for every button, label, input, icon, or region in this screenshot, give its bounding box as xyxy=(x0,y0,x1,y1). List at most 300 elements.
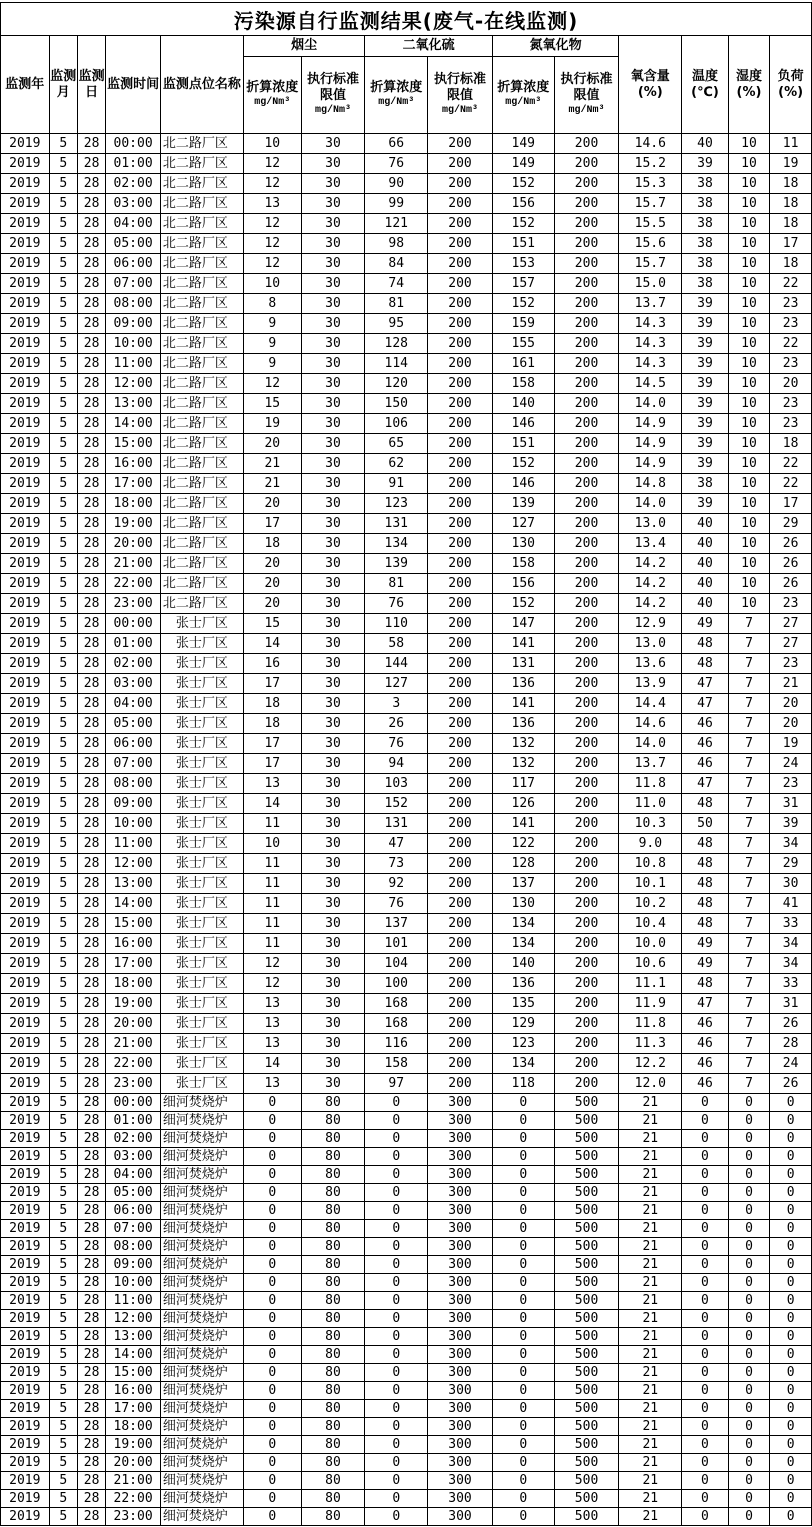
table-cell: 21 xyxy=(619,1112,682,1130)
table-cell: 300 xyxy=(428,1472,493,1490)
table-cell: 141 xyxy=(492,634,554,654)
table-cell: 30 xyxy=(301,934,365,954)
table-row xyxy=(1,1490,812,1508)
table-cell: 2019 xyxy=(1,1074,50,1094)
table-cell: 168 xyxy=(365,994,428,1014)
table-cell: 0 xyxy=(682,1220,729,1238)
table-cell: 0 xyxy=(365,1472,428,1490)
table-cell: 200 xyxy=(554,834,619,854)
table-cell: 0 xyxy=(365,1310,428,1328)
table-row xyxy=(1,254,812,274)
table-cell: 28 xyxy=(77,474,105,494)
table-cell: 300 xyxy=(428,1112,493,1130)
table-cell: 5 xyxy=(49,554,77,574)
table-cell: 5 xyxy=(49,1148,77,1166)
table-cell: 2019 xyxy=(1,354,50,374)
table-cell: 0 xyxy=(770,1238,812,1256)
table-cell: 500 xyxy=(554,1148,619,1166)
table-cell: 5 xyxy=(49,774,77,794)
table-cell: 200 xyxy=(428,994,493,1014)
table-cell: 200 xyxy=(554,374,619,394)
conc-label: 折算浓度 xyxy=(497,80,550,95)
table-cell: 80 xyxy=(301,1508,365,1526)
table-cell: 128 xyxy=(365,334,428,354)
table-cell: 28 xyxy=(77,614,105,634)
table-cell: 10.8 xyxy=(619,854,682,874)
table-cell: 0 xyxy=(728,1346,770,1364)
table-cell: 200 xyxy=(428,634,493,654)
table-cell: 04:00 xyxy=(106,694,161,714)
table-row xyxy=(1,1074,812,1094)
table-row xyxy=(1,614,812,634)
table-cell: 0 xyxy=(682,1256,729,1274)
table-cell: 23 xyxy=(770,654,812,674)
table-row xyxy=(1,1202,812,1220)
table-cell: 140 xyxy=(492,394,554,414)
table-cell: 0 xyxy=(728,1454,770,1472)
table-cell: 76 xyxy=(365,734,428,754)
table-cell: 北二路厂区 xyxy=(160,534,243,554)
table-cell: 0 xyxy=(243,1382,301,1400)
table-cell: 5 xyxy=(49,1074,77,1094)
table-cell: 0 xyxy=(682,1292,729,1310)
table-cell: 28 xyxy=(77,854,105,874)
table-cell: 2019 xyxy=(1,1166,50,1184)
table-cell: 200 xyxy=(428,394,493,414)
table-cell: 200 xyxy=(428,834,493,854)
table-cell: 200 xyxy=(428,174,493,194)
table-cell: 38 xyxy=(682,214,729,234)
table-cell: 7 xyxy=(728,634,770,654)
table-cell: 2019 xyxy=(1,494,50,514)
table-row xyxy=(1,814,812,834)
table-cell: 0 xyxy=(492,1436,554,1454)
table-cell: 14.3 xyxy=(619,334,682,354)
limit-label: 执行标准限值 xyxy=(560,72,613,103)
table-cell: 28 xyxy=(77,734,105,754)
table-cell: 10 xyxy=(728,494,770,514)
header-dust-limit xyxy=(301,57,365,134)
table-cell: 130 xyxy=(492,894,554,914)
table-cell: 14.0 xyxy=(619,494,682,514)
table-cell: 13:00 xyxy=(106,1328,161,1346)
header-oxygen: 氧含量(%) xyxy=(619,36,682,134)
table-cell: 0 xyxy=(492,1454,554,1472)
table-cell: 300 xyxy=(428,1310,493,1328)
table-cell: 2019 xyxy=(1,1310,50,1328)
table-cell: 14.4 xyxy=(619,694,682,714)
table-cell: 141 xyxy=(492,814,554,834)
table-cell: 30 xyxy=(301,654,365,674)
table-cell: 80 xyxy=(301,1202,365,1220)
table-cell: 5 xyxy=(49,314,77,334)
table-cell: 2019 xyxy=(1,794,50,814)
table-cell: 39 xyxy=(682,394,729,414)
table-cell: 159 xyxy=(492,314,554,334)
table-cell: 张士厂区 xyxy=(160,774,243,794)
table-cell: 80 xyxy=(301,1148,365,1166)
table-cell: 5 xyxy=(49,914,77,934)
table-cell: 0 xyxy=(682,1202,729,1220)
table-cell: 14:00 xyxy=(106,414,161,434)
table-cell: 28 xyxy=(77,1454,105,1472)
table-cell: 80 xyxy=(301,1274,365,1292)
table-cell: 20 xyxy=(243,554,301,574)
table-row xyxy=(1,1238,812,1256)
table-row xyxy=(1,1130,812,1148)
table-cell: 细河焚烧炉 xyxy=(160,1328,243,1346)
table-cell: 21 xyxy=(619,1292,682,1310)
table-cell: 14.2 xyxy=(619,554,682,574)
table-cell: 0 xyxy=(492,1130,554,1148)
table-cell: 0 xyxy=(365,1256,428,1274)
table-cell: 10:00 xyxy=(106,334,161,354)
table-cell: 2019 xyxy=(1,574,50,594)
table-cell: 0 xyxy=(243,1238,301,1256)
table-cell: 30 xyxy=(301,474,365,494)
table-cell: 500 xyxy=(554,1184,619,1202)
table-cell: 0 xyxy=(728,1328,770,1346)
table-cell: 200 xyxy=(554,794,619,814)
table-cell: 0 xyxy=(365,1094,428,1112)
table-cell: 2019 xyxy=(1,1256,50,1274)
table-cell: 0 xyxy=(492,1346,554,1364)
table-cell: 5 xyxy=(49,574,77,594)
table-cell: 2019 xyxy=(1,674,50,694)
header-so2-limit xyxy=(428,57,493,134)
table-cell: 152 xyxy=(492,214,554,234)
table-cell: 14.0 xyxy=(619,734,682,754)
table-cell: 0 xyxy=(243,1148,301,1166)
table-row xyxy=(1,1436,812,1454)
table-cell: 13.9 xyxy=(619,674,682,694)
table-cell: 21:00 xyxy=(106,1034,161,1054)
table-row xyxy=(1,194,812,214)
table-cell: 0 xyxy=(243,1472,301,1490)
table-cell: 细河焚烧炉 xyxy=(160,1184,243,1202)
table-cell: 28 xyxy=(77,1202,105,1220)
table-cell: 细河焚烧炉 xyxy=(160,1454,243,1472)
table-cell: 300 xyxy=(428,1346,493,1364)
table-cell: 26 xyxy=(770,1074,812,1094)
table-cell: 21 xyxy=(619,1382,682,1400)
table-cell: 5 xyxy=(49,1274,77,1292)
table-cell: 22:00 xyxy=(106,574,161,594)
table-cell: 16:00 xyxy=(106,1382,161,1400)
table-cell: 39 xyxy=(682,374,729,394)
table-cell: 北二路厂区 xyxy=(160,234,243,254)
table-cell: 5 xyxy=(49,954,77,974)
table-cell: 北二路厂区 xyxy=(160,594,243,614)
table-cell: 28 xyxy=(77,874,105,894)
table-cell: 28 xyxy=(77,1256,105,1274)
table-title: 污染源自行监测结果(废气-在线监测) xyxy=(1,3,812,36)
table-cell: 200 xyxy=(428,514,493,534)
table-cell: 8 xyxy=(243,294,301,314)
table-cell: 2019 xyxy=(1,1238,50,1256)
table-cell: 0 xyxy=(770,1490,812,1508)
table-cell: 11 xyxy=(243,914,301,934)
table-cell: 200 xyxy=(428,754,493,774)
table-cell: 0 xyxy=(682,1508,729,1526)
table-cell: 10 xyxy=(728,154,770,174)
table-cell: 20:00 xyxy=(106,534,161,554)
table-cell: 5 xyxy=(49,1014,77,1034)
table-cell: 14 xyxy=(243,794,301,814)
table-cell: 14.3 xyxy=(619,354,682,374)
table-cell: 0 xyxy=(365,1166,428,1184)
table-cell: 21 xyxy=(619,1508,682,1526)
table-cell: 张士厂区 xyxy=(160,954,243,974)
table-cell: 80 xyxy=(301,1310,365,1328)
table-cell: 14:00 xyxy=(106,1346,161,1364)
table-cell: 5 xyxy=(49,1184,77,1202)
table-cell: 0 xyxy=(492,1292,554,1310)
table-cell: 40 xyxy=(682,534,729,554)
table-cell: 2019 xyxy=(1,1034,50,1054)
table-cell: 28 xyxy=(77,814,105,834)
table-cell: 104 xyxy=(365,954,428,974)
table-cell: 5 xyxy=(49,1364,77,1382)
table-row xyxy=(1,574,812,594)
table-cell: 21 xyxy=(619,1490,682,1508)
table-cell: 28 xyxy=(77,894,105,914)
table-cell: 5 xyxy=(49,174,77,194)
table-cell: 北二路厂区 xyxy=(160,354,243,374)
table-cell: 0 xyxy=(243,1454,301,1472)
table-cell: 7 xyxy=(728,954,770,974)
table-cell: 157 xyxy=(492,274,554,294)
table-row xyxy=(1,174,812,194)
table-cell: 14.2 xyxy=(619,594,682,614)
table-cell: 23:00 xyxy=(106,1074,161,1094)
table-cell: 2019 xyxy=(1,1220,50,1238)
table-cell: 200 xyxy=(428,194,493,214)
table-cell: 131 xyxy=(492,654,554,674)
table-cell: 21 xyxy=(619,1436,682,1454)
table-cell: 7 xyxy=(728,834,770,854)
table-cell: 0 xyxy=(365,1292,428,1310)
table-cell: 30 xyxy=(301,694,365,714)
table-cell: 19:00 xyxy=(106,514,161,534)
table-cell: 15.7 xyxy=(619,254,682,274)
table-row xyxy=(1,534,812,554)
table-cell: 19 xyxy=(243,414,301,434)
table-cell: 0 xyxy=(492,1490,554,1508)
table-cell: 0 xyxy=(243,1400,301,1418)
table-cell: 0 xyxy=(682,1382,729,1400)
limit-label: 执行标准限值 xyxy=(434,72,487,103)
table-cell: 0 xyxy=(682,1364,729,1382)
table-cell: 2019 xyxy=(1,1400,50,1418)
table-row xyxy=(1,374,812,394)
table-cell: 500 xyxy=(554,1274,619,1292)
table-cell: 2019 xyxy=(1,754,50,774)
table-cell: 0 xyxy=(243,1418,301,1436)
table-cell: 500 xyxy=(554,1418,619,1436)
table-cell: 2019 xyxy=(1,154,50,174)
table-cell: 北二路厂区 xyxy=(160,154,243,174)
table-cell: 200 xyxy=(554,134,619,154)
table-cell: 300 xyxy=(428,1490,493,1508)
table-cell: 02:00 xyxy=(106,654,161,674)
table-cell: 30 xyxy=(301,254,365,274)
table-cell: 北二路厂区 xyxy=(160,314,243,334)
table-cell: 126 xyxy=(492,794,554,814)
table-cell: 北二路厂区 xyxy=(160,394,243,414)
table-row xyxy=(1,774,812,794)
table-cell: 5 xyxy=(49,654,77,674)
table-cell: 0 xyxy=(365,1238,428,1256)
table-cell: 30 xyxy=(301,1034,365,1054)
table-cell: 2019 xyxy=(1,694,50,714)
table-cell: 200 xyxy=(554,214,619,234)
table-cell: 200 xyxy=(428,314,493,334)
table-cell: 300 xyxy=(428,1256,493,1274)
table-cell: 0 xyxy=(365,1346,428,1364)
table-cell: 2019 xyxy=(1,1472,50,1490)
table-cell: 200 xyxy=(428,254,493,274)
table-cell: 38 xyxy=(682,194,729,214)
table-cell: 80 xyxy=(301,1184,365,1202)
table-cell: 7 xyxy=(728,794,770,814)
table-cell: 2019 xyxy=(1,1382,50,1400)
table-cell: 0 xyxy=(770,1166,812,1184)
table-cell: 张士厂区 xyxy=(160,694,243,714)
table-cell: 21 xyxy=(619,1310,682,1328)
table-cell: 30 xyxy=(301,774,365,794)
table-cell: 500 xyxy=(554,1094,619,1112)
table-cell: 134 xyxy=(365,534,428,554)
table-cell: 34 xyxy=(770,954,812,974)
table-cell: 98 xyxy=(365,234,428,254)
header-dust-conc xyxy=(243,57,301,134)
table-cell: 0 xyxy=(492,1220,554,1238)
table-cell: 10 xyxy=(728,374,770,394)
table-cell: 80 xyxy=(301,1454,365,1472)
table-cell: 14 xyxy=(243,634,301,654)
table-cell: 张士厂区 xyxy=(160,1054,243,1074)
table-cell: 101 xyxy=(365,934,428,954)
table-cell: 200 xyxy=(554,154,619,174)
table-cell: 94 xyxy=(365,754,428,774)
table-cell: 300 xyxy=(428,1400,493,1418)
table-cell: 200 xyxy=(428,814,493,834)
table-cell: 30 xyxy=(301,274,365,294)
table-cell: 05:00 xyxy=(106,714,161,734)
table-cell: 30 xyxy=(301,814,365,834)
table-cell: 北二路厂区 xyxy=(160,294,243,314)
table-cell: 05:00 xyxy=(106,1184,161,1202)
table-cell: 5 xyxy=(49,334,77,354)
table-cell: 0 xyxy=(365,1184,428,1202)
header-so2-conc xyxy=(365,57,428,134)
table-cell: 49 xyxy=(682,934,729,954)
table-cell: 30 xyxy=(301,394,365,414)
table-cell: 0 xyxy=(243,1310,301,1328)
table-cell: 28 xyxy=(77,654,105,674)
table-cell: 500 xyxy=(554,1508,619,1526)
table-row xyxy=(1,1166,812,1184)
table-cell: 2019 xyxy=(1,1202,50,1220)
table-row xyxy=(1,594,812,614)
table-cell: 2019 xyxy=(1,814,50,834)
table-cell: 张士厂区 xyxy=(160,854,243,874)
table-cell: 08:00 xyxy=(106,774,161,794)
table-cell: 04:00 xyxy=(106,1166,161,1184)
table-cell: 09:00 xyxy=(106,1256,161,1274)
table-cell: 200 xyxy=(554,954,619,974)
table-cell: 0 xyxy=(365,1418,428,1436)
table-row xyxy=(1,554,812,574)
table-cell: 细河焚烧炉 xyxy=(160,1418,243,1436)
table-cell: 10 xyxy=(728,174,770,194)
table-cell: 135 xyxy=(492,994,554,1014)
table-cell: 0 xyxy=(365,1202,428,1220)
table-cell: 200 xyxy=(428,274,493,294)
table-row xyxy=(1,1418,812,1436)
table-cell: 14.8 xyxy=(619,474,682,494)
table-cell: 0 xyxy=(365,1508,428,1526)
table-cell: 0 xyxy=(365,1328,428,1346)
table-cell: 158 xyxy=(365,1054,428,1074)
table-cell: 18:00 xyxy=(106,1418,161,1436)
table-cell: 155 xyxy=(492,334,554,354)
table-cell: 10 xyxy=(728,194,770,214)
table-cell: 19 xyxy=(770,734,812,754)
table-cell: 02:00 xyxy=(106,1130,161,1148)
table-cell: 0 xyxy=(728,1382,770,1400)
table-cell: 200 xyxy=(428,434,493,454)
table-cell: 5 xyxy=(49,714,77,734)
table-cell: 30 xyxy=(301,174,365,194)
table-cell: 10 xyxy=(728,234,770,254)
table-cell: 5 xyxy=(49,1418,77,1436)
table-cell: 0 xyxy=(365,1274,428,1292)
table-cell: 136 xyxy=(492,974,554,994)
table-cell: 127 xyxy=(365,674,428,694)
table-cell: 28 xyxy=(77,534,105,554)
table-cell: 5 xyxy=(49,734,77,754)
table-row xyxy=(1,1292,812,1310)
table-cell: 5 xyxy=(49,474,77,494)
table-cell: 7 xyxy=(728,714,770,734)
table-cell: 10 xyxy=(243,134,301,154)
table-cell: 16:00 xyxy=(106,934,161,954)
table-cell: 细河焚烧炉 xyxy=(160,1346,243,1364)
table-cell: 5 xyxy=(49,994,77,1014)
table-cell: 5 xyxy=(49,934,77,954)
table-cell: 80 xyxy=(301,1490,365,1508)
table-cell: 北二路厂区 xyxy=(160,194,243,214)
table-cell: 500 xyxy=(554,1382,619,1400)
table-cell: 40 xyxy=(682,514,729,534)
table-cell: 21 xyxy=(619,1328,682,1346)
table-cell: 200 xyxy=(428,874,493,894)
table-cell: 北二路厂区 xyxy=(160,334,243,354)
table-cell: 5 xyxy=(49,1436,77,1454)
table-cell: 0 xyxy=(365,1400,428,1418)
table-cell: 2019 xyxy=(1,294,50,314)
table-cell: 151 xyxy=(492,234,554,254)
table-cell: 300 xyxy=(428,1382,493,1400)
table-cell: 0 xyxy=(243,1328,301,1346)
table-cell: 20 xyxy=(243,574,301,594)
table-cell: 07:00 xyxy=(106,1220,161,1238)
table-cell: 0 xyxy=(365,1382,428,1400)
table-cell: 200 xyxy=(554,674,619,694)
table-cell: 22:00 xyxy=(106,1490,161,1508)
